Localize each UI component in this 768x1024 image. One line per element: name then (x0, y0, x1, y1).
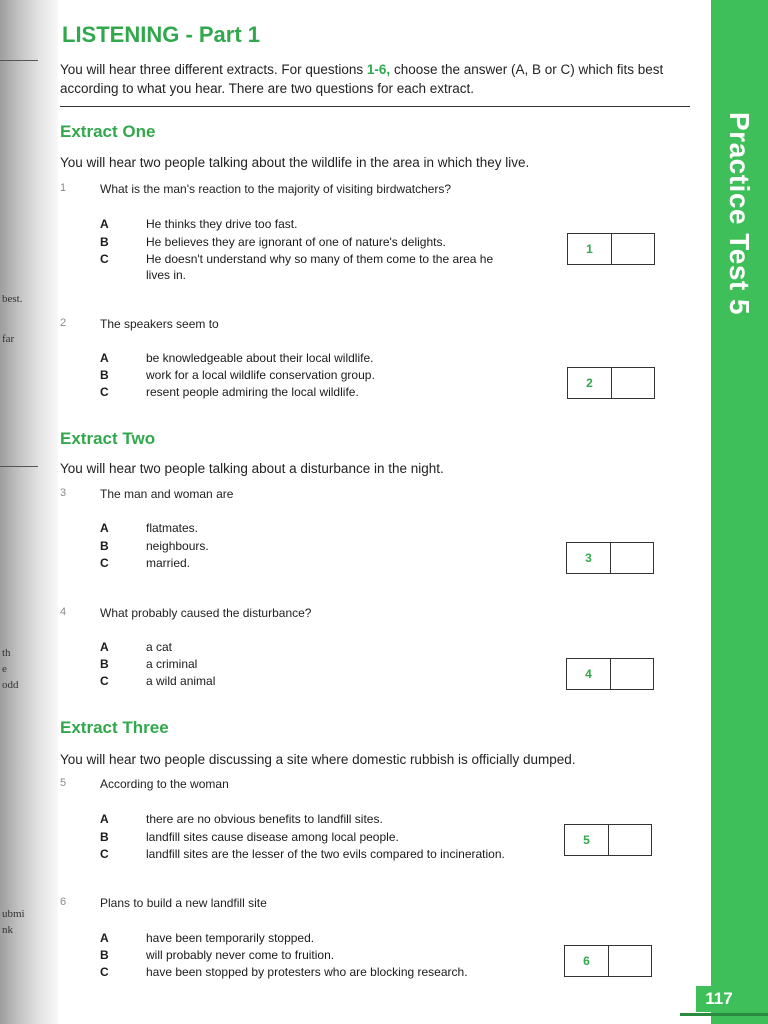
instructions-text-b: choose the answer (A, B or C) which fits best according to what you hear. There are two questions for each extract. (60, 62, 664, 96)
option-text: a cat (146, 640, 173, 654)
gutter-word: far (2, 333, 15, 345)
option-text: a wild animal (146, 674, 216, 688)
answer-box[interactable] (566, 658, 654, 690)
answer-box-number: 6 (565, 946, 609, 976)
option-letter: A (100, 812, 109, 826)
instructions (60, 60, 692, 98)
question-text: The speakers seem to (100, 317, 219, 331)
answer-box-blank[interactable] (612, 234, 654, 264)
option-letter: B (100, 235, 109, 249)
answer-box-blank[interactable] (611, 543, 653, 573)
gutter-word: best. (2, 293, 23, 305)
question-text: Plans to build a new landfill site (100, 896, 267, 910)
option-text: work for a local wildlife conservation group. (146, 368, 375, 382)
option-text: He believes they are ignorant of one of nature's delights. (146, 235, 446, 249)
question-text: According to the woman (100, 777, 229, 791)
question-number: 6 (60, 896, 67, 908)
option-text: be knowledgeable about their local wildlife. (146, 351, 374, 365)
question-number: 1 (60, 182, 67, 194)
answer-box-number: 2 (568, 368, 612, 398)
answer-box-blank[interactable] (609, 825, 651, 855)
extract-description: You will hear two people discussing a site where domestic rubbish is officially dumped. (60, 752, 576, 767)
question-text: The man and woman are (100, 487, 234, 501)
option-letter: C (100, 385, 109, 399)
page-number-rule (680, 1013, 768, 1016)
extract-title: Extract One (60, 122, 156, 141)
section-tab-label: Practice Test 5 (724, 112, 755, 316)
page-gutter (0, 0, 58, 1024)
gutter-word: odd (2, 679, 19, 691)
option-letter: C (100, 252, 109, 266)
option-letter: C (100, 847, 109, 861)
option-text: have been temporarily stopped. (146, 931, 315, 945)
question-text: What probably caused the disturbance? (100, 606, 312, 620)
option-letter: B (100, 830, 109, 844)
option-letter: A (100, 521, 109, 535)
gutter-word: th (2, 647, 11, 659)
answer-box[interactable] (564, 945, 652, 977)
option-text: a criminal (146, 657, 198, 671)
answer-box-blank[interactable] (612, 368, 654, 398)
answer-box-number: 1 (568, 234, 612, 264)
answer-box[interactable] (567, 367, 655, 399)
option-text: landfill sites are the lesser of the two evils compared to incineration. (146, 847, 505, 861)
option-letter: C (100, 556, 109, 570)
option-text: resent people admiring the local wildlife. (146, 385, 359, 399)
option-letter: C (100, 965, 109, 979)
answer-box[interactable] (566, 542, 654, 574)
question-text: What is the man's reaction to the majority of visiting birdwatchers? (100, 182, 452, 196)
option-text: there are no obvious benefits to landfill sites. (146, 812, 383, 826)
answer-box-blank[interactable] (609, 946, 651, 976)
gutter-word: ubmi (2, 908, 25, 920)
option-letter: B (100, 948, 109, 962)
option-text: neighbours. (146, 539, 209, 553)
question-number: 4 (60, 606, 67, 618)
option-letter: A (100, 640, 109, 654)
extract-description: You will hear two people talking about a disturbance in the night. (60, 461, 444, 476)
gutter-word: nk (2, 924, 13, 936)
answer-box-number: 4 (567, 659, 611, 689)
gutter-rule (0, 60, 38, 61)
option-letter: B (100, 657, 109, 671)
instructions-text-a: You will hear three different extracts. For questions (60, 62, 367, 77)
answer-box-number: 5 (565, 825, 609, 855)
option-letter: A (100, 351, 109, 365)
answer-box-number: 3 (567, 543, 611, 573)
page-title: LISTENING - Part 1 (62, 22, 261, 47)
option-text: will probably never come to fruition. (146, 948, 335, 962)
extract-title: Extract Two (60, 429, 156, 448)
option-letter: B (100, 368, 109, 382)
option-text: married. (146, 556, 191, 570)
option-text: He thinks they drive too fast. (146, 217, 298, 231)
answer-box[interactable] (567, 233, 655, 265)
extract-description: You will hear two people talking about the wildlife in the area in which they live. (60, 155, 530, 170)
page-number: 117 (696, 986, 742, 1012)
question-range: 1-6, (366, 62, 391, 77)
answer-box[interactable] (564, 824, 652, 856)
option-letter: A (100, 217, 109, 231)
gutter-word: e (2, 663, 7, 675)
option-text: landfill sites cause disease among local people. (146, 830, 399, 844)
gutter-rule (0, 466, 38, 467)
option-letter: B (100, 539, 109, 553)
option-text: flatmates. (146, 521, 199, 535)
option-letter: A (100, 931, 109, 945)
extract-title: Extract Three (60, 718, 169, 737)
option-text: He doesn't understand why so many of them come to the area he lives in. (146, 252, 494, 282)
option-text: have been stopped by protesters who are blocking research. (146, 965, 468, 979)
question-number: 2 (60, 317, 67, 329)
question-number: 3 (60, 487, 67, 499)
option-letter: C (100, 674, 109, 688)
header-divider (60, 106, 690, 107)
question-number: 5 (60, 777, 67, 789)
answer-box-blank[interactable] (611, 659, 653, 689)
